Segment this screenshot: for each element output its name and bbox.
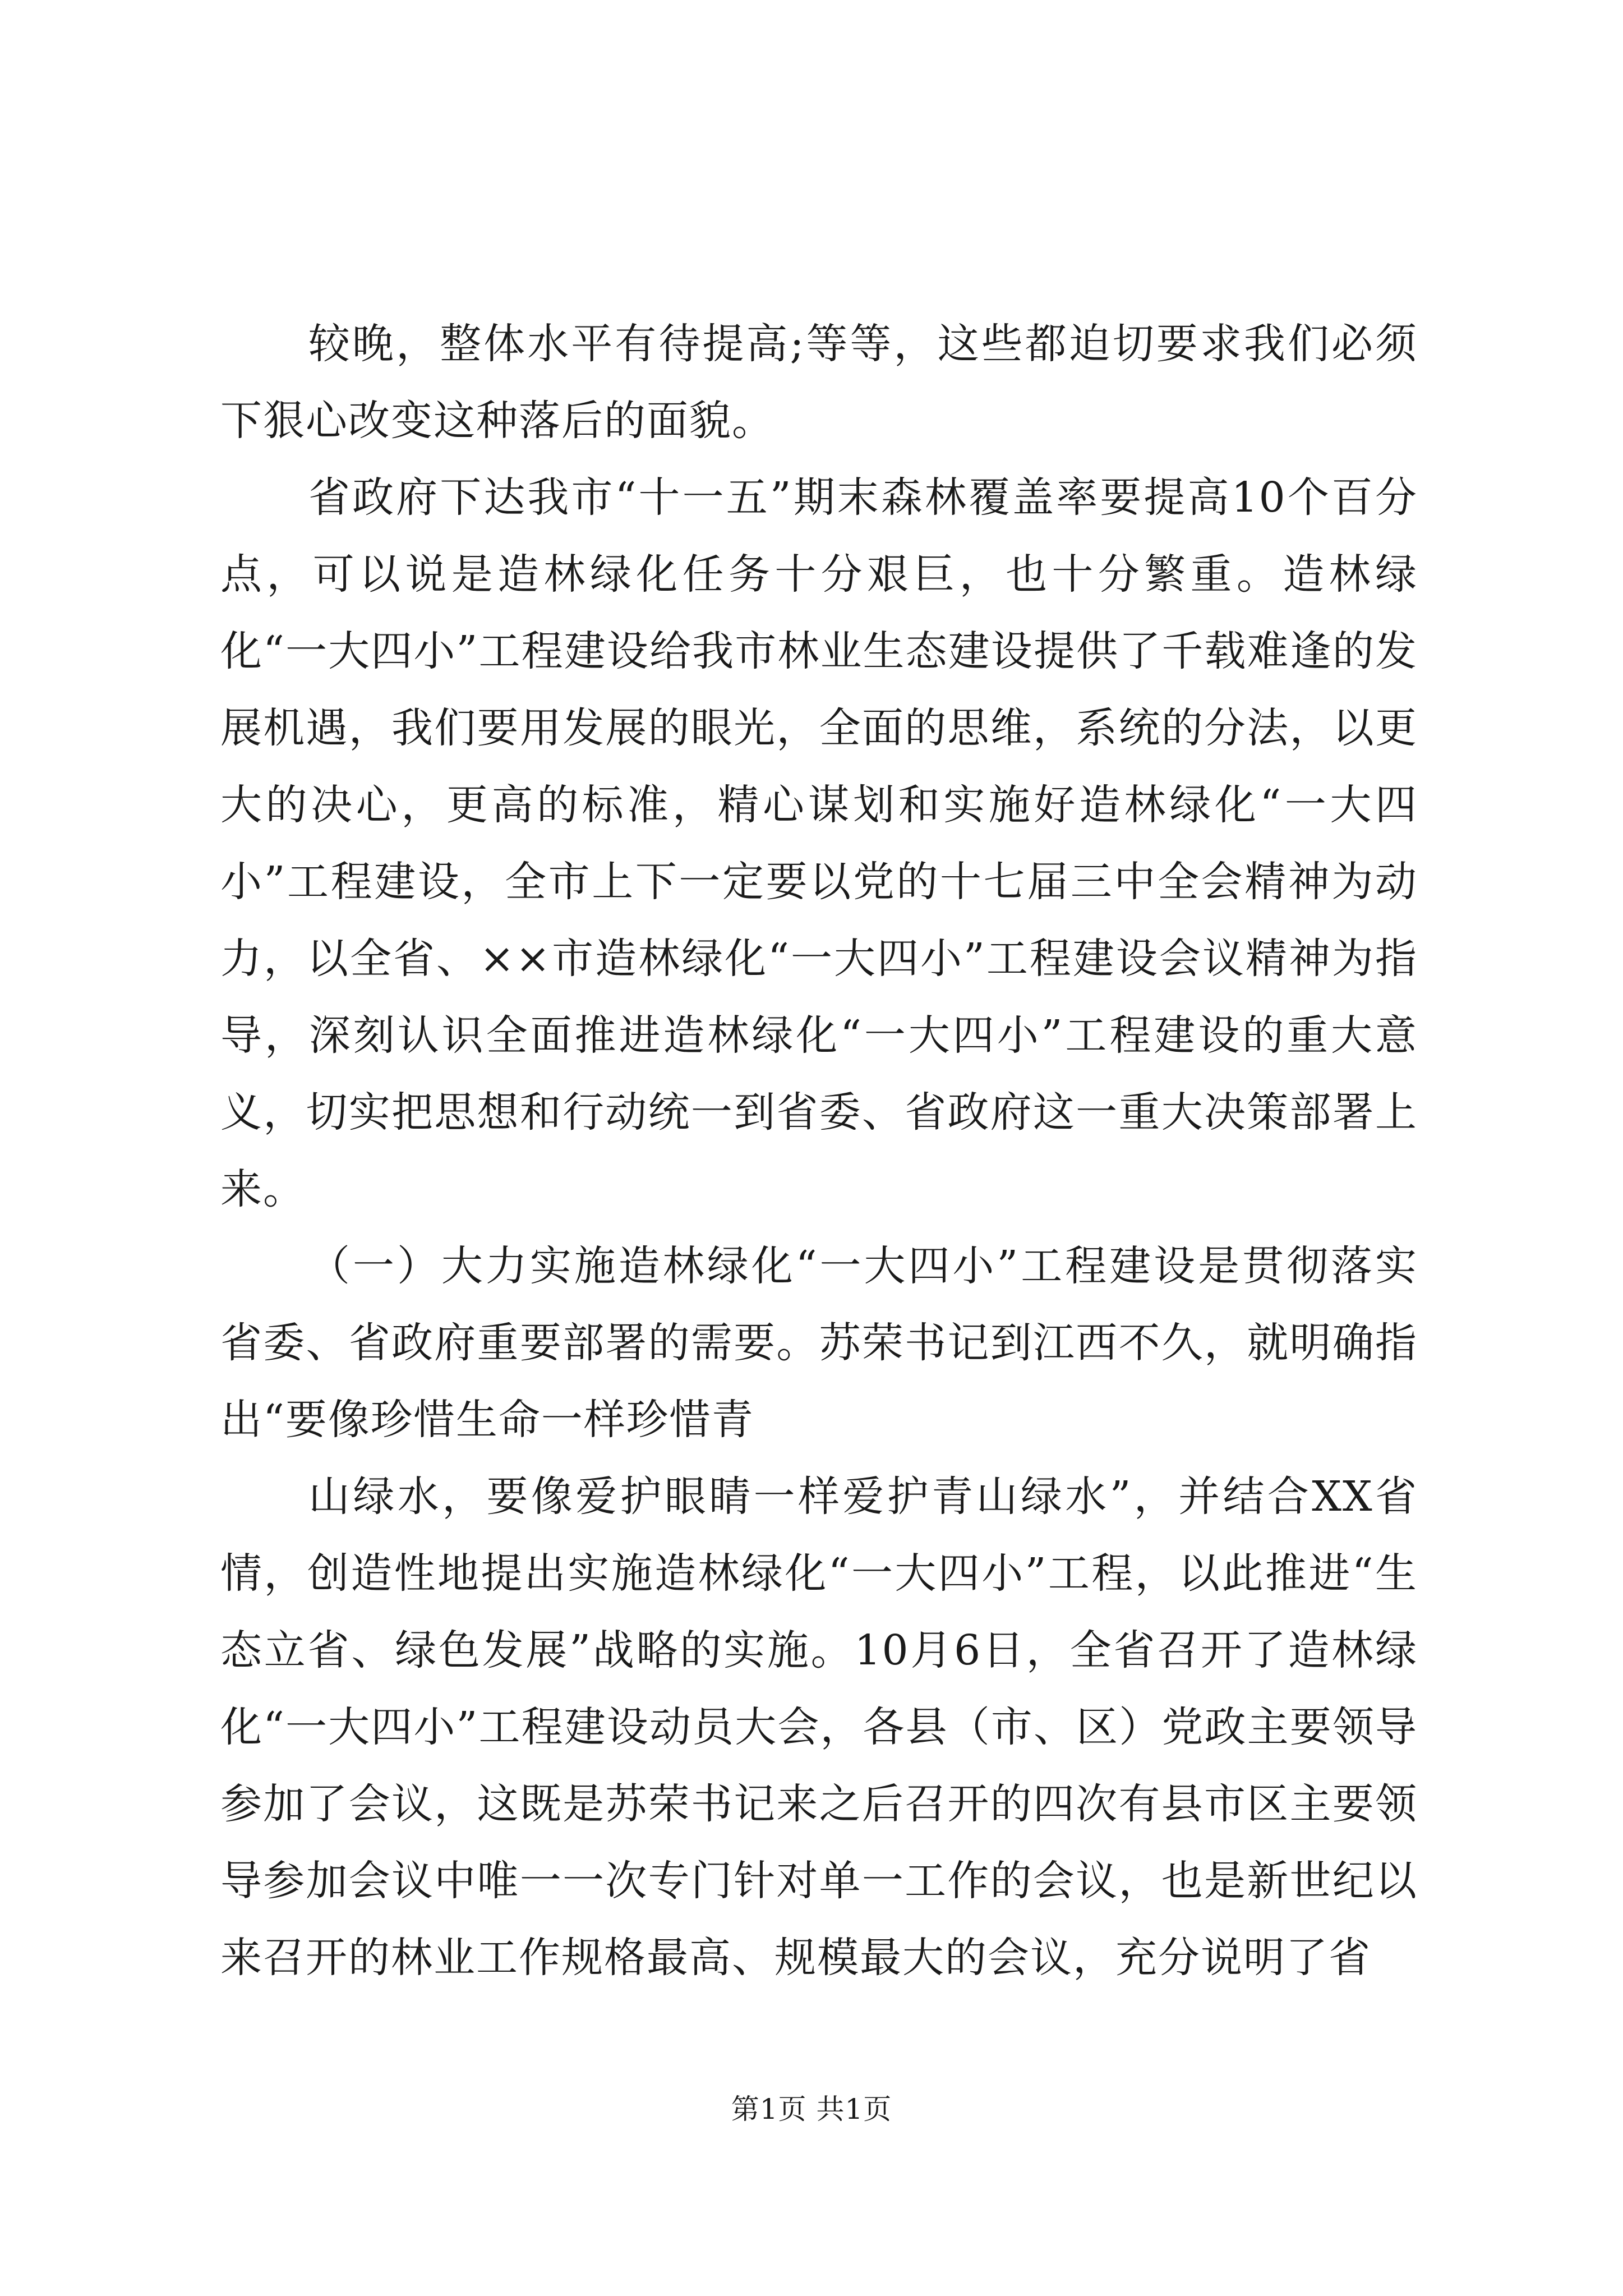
paragraph-2: 省政府下达我市“十一五”期末森林覆盖率要提高10个百分点，可以说是造林绿化任务十分艰巨，也十分繁重。造林绿化“一大四小”工程建设给我市林业生态建设提供了千载难逢的发展机遇，我们要用发展的眼光，全面的思维，系统的分法，以更大的决心，更高的标准，精心谋划和实施好造林绿化“一大四小”工程建设，全市上下一定要以党的十七届三中全会精神为动力，以全省、××市造林绿化“一大四小”工程建设会议精神为指导，深刻认识全面推进造林绿化“一大四小”工程建设的重大意义，切实把思想和行动统一到省委、省政府这一重大决策部署上来。	[220, 473, 1418, 1213]
paragraph-3: （一）大力实施造林绿化“一大四小”工程建设是贯彻落实省委、省政府重要部署的需要。苏荣书记到江西不久，就明确指出“要像珍惜生命一样珍惜青	[220, 1242, 1418, 1444]
paragraph-1: 较晚，整体水平有待提高;等等，这些都迫切要求我们必须下狠心改变这种落后的面貌。	[220, 320, 1418, 445]
page-number-footer: 第1页 共1页	[731, 2093, 892, 2125]
document-body	[220, 306, 1418, 1996]
paragraph-4: 山绿水，要像爱护眼睛一样爱护青山绿水”，并结合XX省情，创造性地提出实施造林绿化“一大四小”工程，以此推进“生态立省、绿色发展”战略的实施。10月6日，全省召开了造林绿化“一大四小”工程建设动员大会，各县（市、区）党政主要领导参加了会议，这既是苏荣书记来之后召开的四次有县市区主要领导参加会议中唯一一次专门针对单一工作的会议，也是新世纪以来召开的林业工作规格最高、规模最大的会议，充分说明了省	[220, 1473, 1418, 1982]
